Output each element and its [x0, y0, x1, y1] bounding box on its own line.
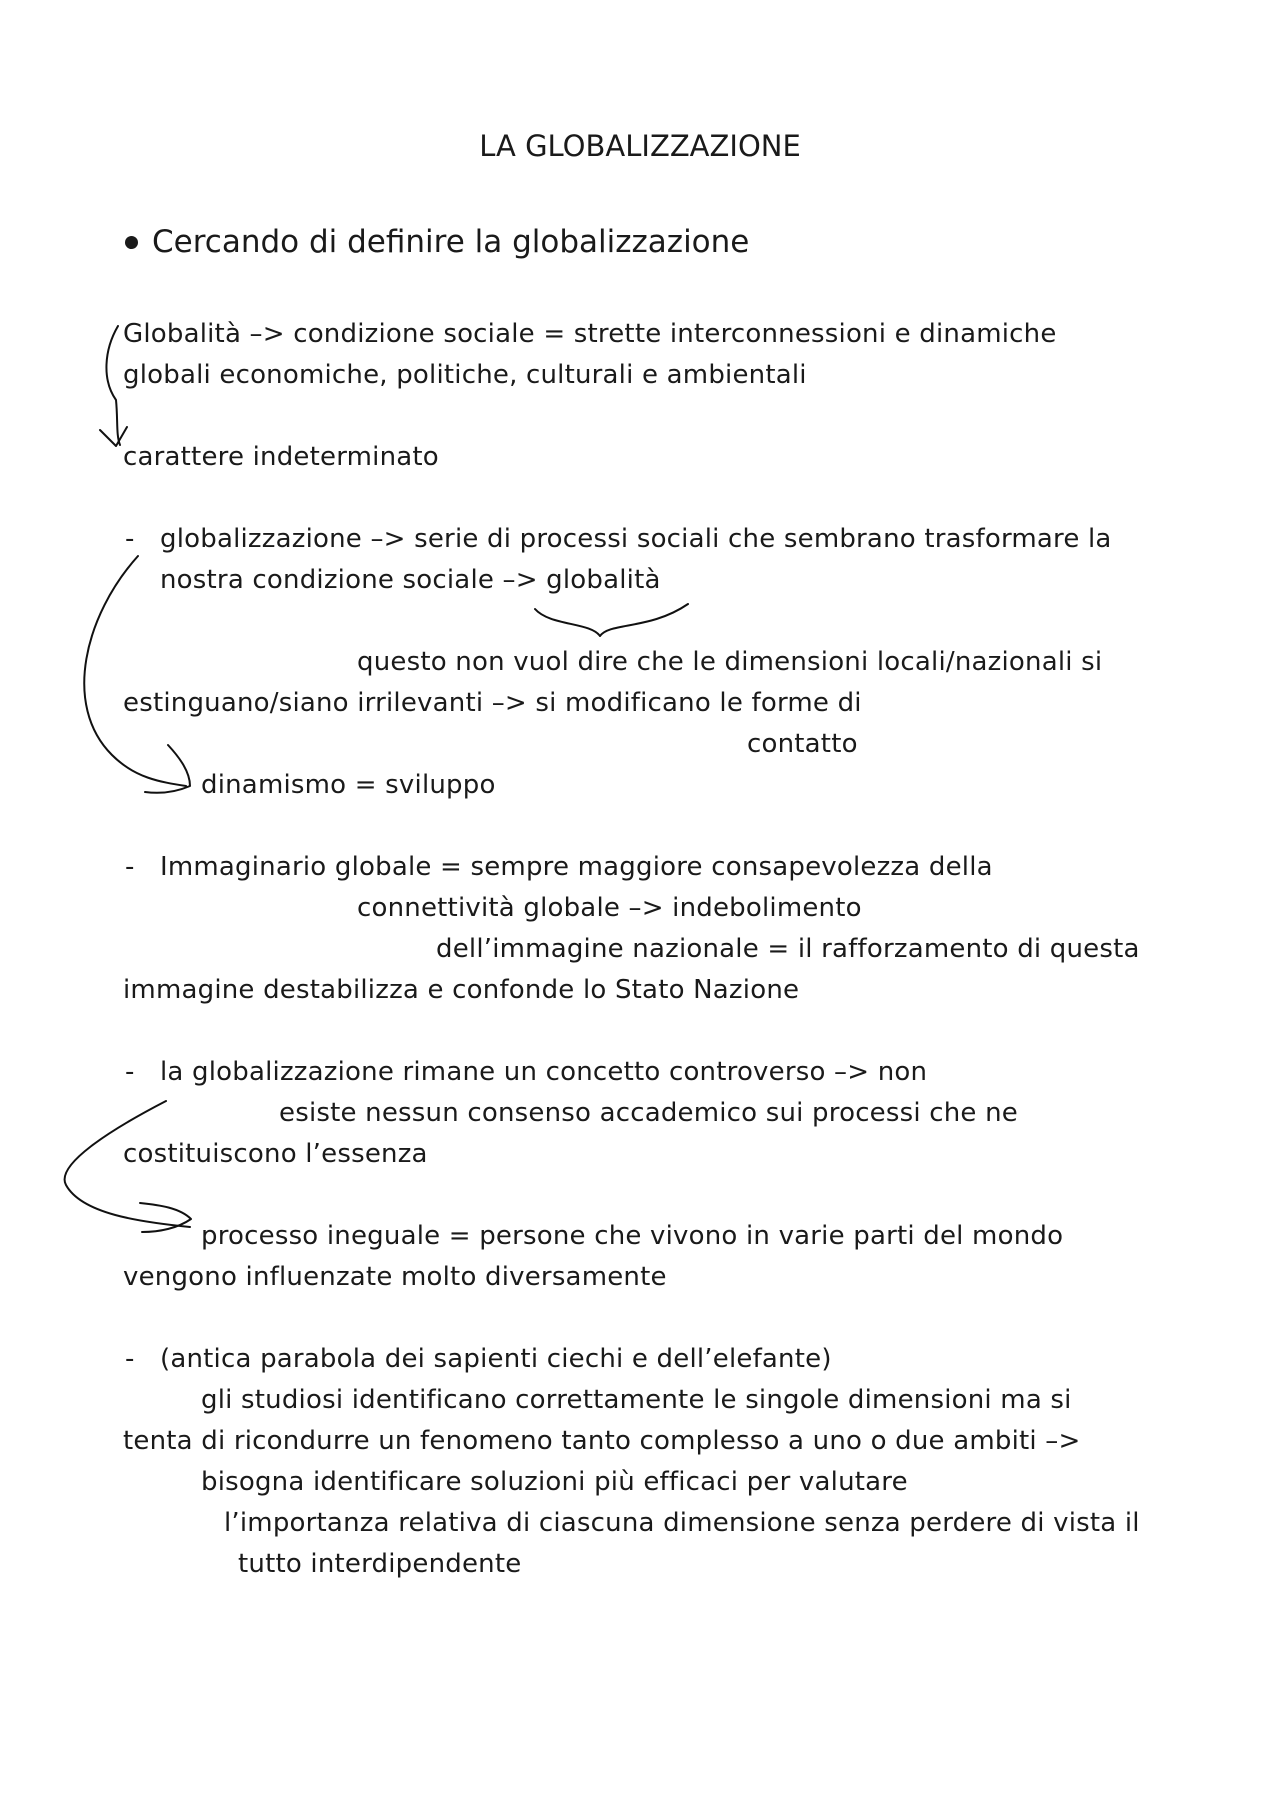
dash-bullet: - — [125, 524, 135, 554]
text-line: vengono influenzate molto diversamente — [123, 1262, 667, 1292]
text-line: l’importanza relativa di ciascuna dimensione senza perdere di vista il — [224, 1508, 1140, 1538]
text-line: gli studiosi identificano correttamente le singole dimensioni ma si — [201, 1385, 1072, 1415]
text-line: costituiscono l’essenza — [123, 1139, 428, 1169]
text-line: globalizzazione –> serie di processi sociali che sembrano trasformare la — [160, 524, 1112, 554]
text-line: tenta di ricondurre un fenomeno tanto complesso a uno o due ambiti –> — [123, 1426, 1081, 1456]
curved-arrow-icon — [84, 556, 186, 786]
text-line: (antica parabola dei sapienti ciechi e dell’elefante) — [160, 1344, 832, 1374]
text-line: nostra condizione sociale –> globalità — [160, 565, 661, 595]
text-line: tutto interdipendente — [238, 1549, 522, 1579]
dash-bullet: - — [125, 1057, 135, 1087]
dash-bullet: - — [125, 1344, 135, 1374]
brace-icon — [535, 604, 688, 636]
text-line: Globalità –> condizione sociale = strette interconnessioni e dinamiche — [123, 319, 1057, 349]
text-line: esiste nessun consenso accademico sui processi che ne — [279, 1098, 1018, 1128]
arrowhead-icon — [140, 1203, 191, 1232]
text-line: connettività globale –> indebolimento — [357, 893, 862, 923]
text-line: dell’immagine nazionale = il rafforzamento di questa — [436, 934, 1140, 964]
arrowhead-icon — [100, 427, 127, 446]
text-line: processo ineguale = persone che vivono in varie parti del mondo — [201, 1221, 1064, 1251]
text-line: questo non vuol dire che le dimensioni locali/nazionali si — [357, 647, 1103, 677]
text-line: la globalizzazione rimane un concetto controverso –> non — [160, 1057, 928, 1087]
text-line: dinamismo = sviluppo — [201, 770, 496, 800]
page-title: LA GLOBALIZZAZIONE — [479, 129, 801, 163]
text-line: carattere indeterminato — [123, 442, 439, 472]
text-line: bisogna identificare soluzioni più efficaci per valutare — [201, 1467, 908, 1497]
curved-arrow-icon — [106, 326, 120, 445]
text-line: Immaginario globale = sempre maggiore consapevolezza della — [160, 852, 993, 882]
dash-bullet: - — [125, 852, 135, 882]
text-line: immagine destabilizza e confonde lo Stato Nazione — [123, 975, 800, 1005]
text-line: contatto — [747, 729, 858, 759]
section-heading: Cercando di definire la globalizzazione — [152, 224, 750, 260]
text-line: globali economiche, politiche, culturali e ambientali — [123, 360, 807, 390]
text-line: estinguano/siano irrilevanti –> si modificano le forme di — [123, 688, 862, 718]
